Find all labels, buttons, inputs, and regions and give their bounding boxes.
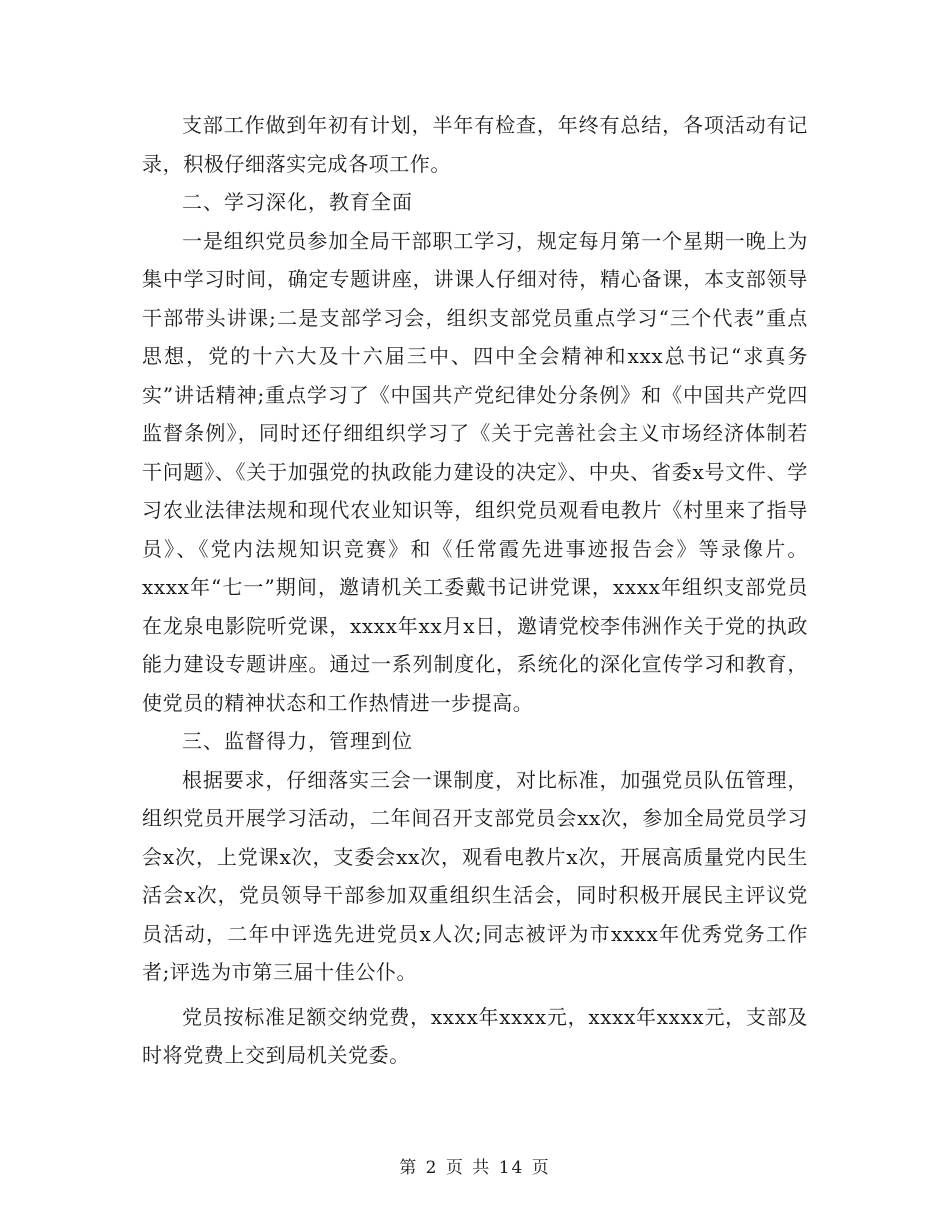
document-body	[142, 106, 808, 1075]
section-heading-study: 二、学习深化，教育全面	[182, 190, 413, 214]
paragraph-party-dues: 党员按标准足额交纳党费，xxxx年xxxx元，xxxx年xxxx元，支部及时将党费上交到局机关党委。	[142, 1004, 808, 1067]
paragraph-study-details: 一是组织党员参加全局干部职工学习，规定每月第一个星期一晚上为集中学习时间，确定专题讲座，讲课人仔细对待，精心备课，本支部领导干部带头讲课;二是支部学习会，组织支部党员重点学习“三个代表”重点思想，党的十六大及十六届三中、四中全会精神和xxx总书记“求真务实”讲话精神;重点学习了《中国共产党纪律处分条例》和《中国共产党四监督条例》，同时还仔细组织学习了《关于完善社会主义市场经济体制若干问题》、《关于加强党的执政能力建设的决定》、中央、省委x号文件、学习农业法律法规和现代农业知识等，组织党员观看电教片《村里来了指导员》、《党内法规知识竞赛》和《任常霞先进事迹报告会》等录像片。xxxx年“七一”期间，邀请机关工委戴书记讲党课，xxxx年组织支部党员在龙泉电影院听党课，xxxx年xx月x日，邀请党校李伟洲作关于党的执政能力建设专题讲座。通过一系列制度化，系统化的深化宣传学习和教育，使党员的精神状态和工作热情进一步提高。	[142, 228, 808, 715]
paragraph-supervision-details: 根据要求，仔细落实三会一课制度，对比标准，加强党员队伍管理，组织党员开展学习活动，二年间召开支部党员会xx次，参加全局党员学习会x次，上党课x次，支委会xx次，观看电教片x次，开展高质量党内民生活会x次，党员领导干部参加双重组织生活会，同时积极开展民主评议党员活动，二年中评选先进党员x人次;同志被评为市xxxx年优秀党务工作者;评选为市第三届十佳公仆。	[142, 767, 808, 984]
paragraph-plan-summary: 支部工作做到年初有计划，半年有检查，年终有总结，各项活动有记录，积极仔细落实完成各项工作。	[142, 113, 808, 176]
section-heading-supervision: 三、监督得力，管理到位	[182, 729, 413, 753]
page-number-footer: 第 2 页 共 14 页	[399, 1158, 551, 1178]
